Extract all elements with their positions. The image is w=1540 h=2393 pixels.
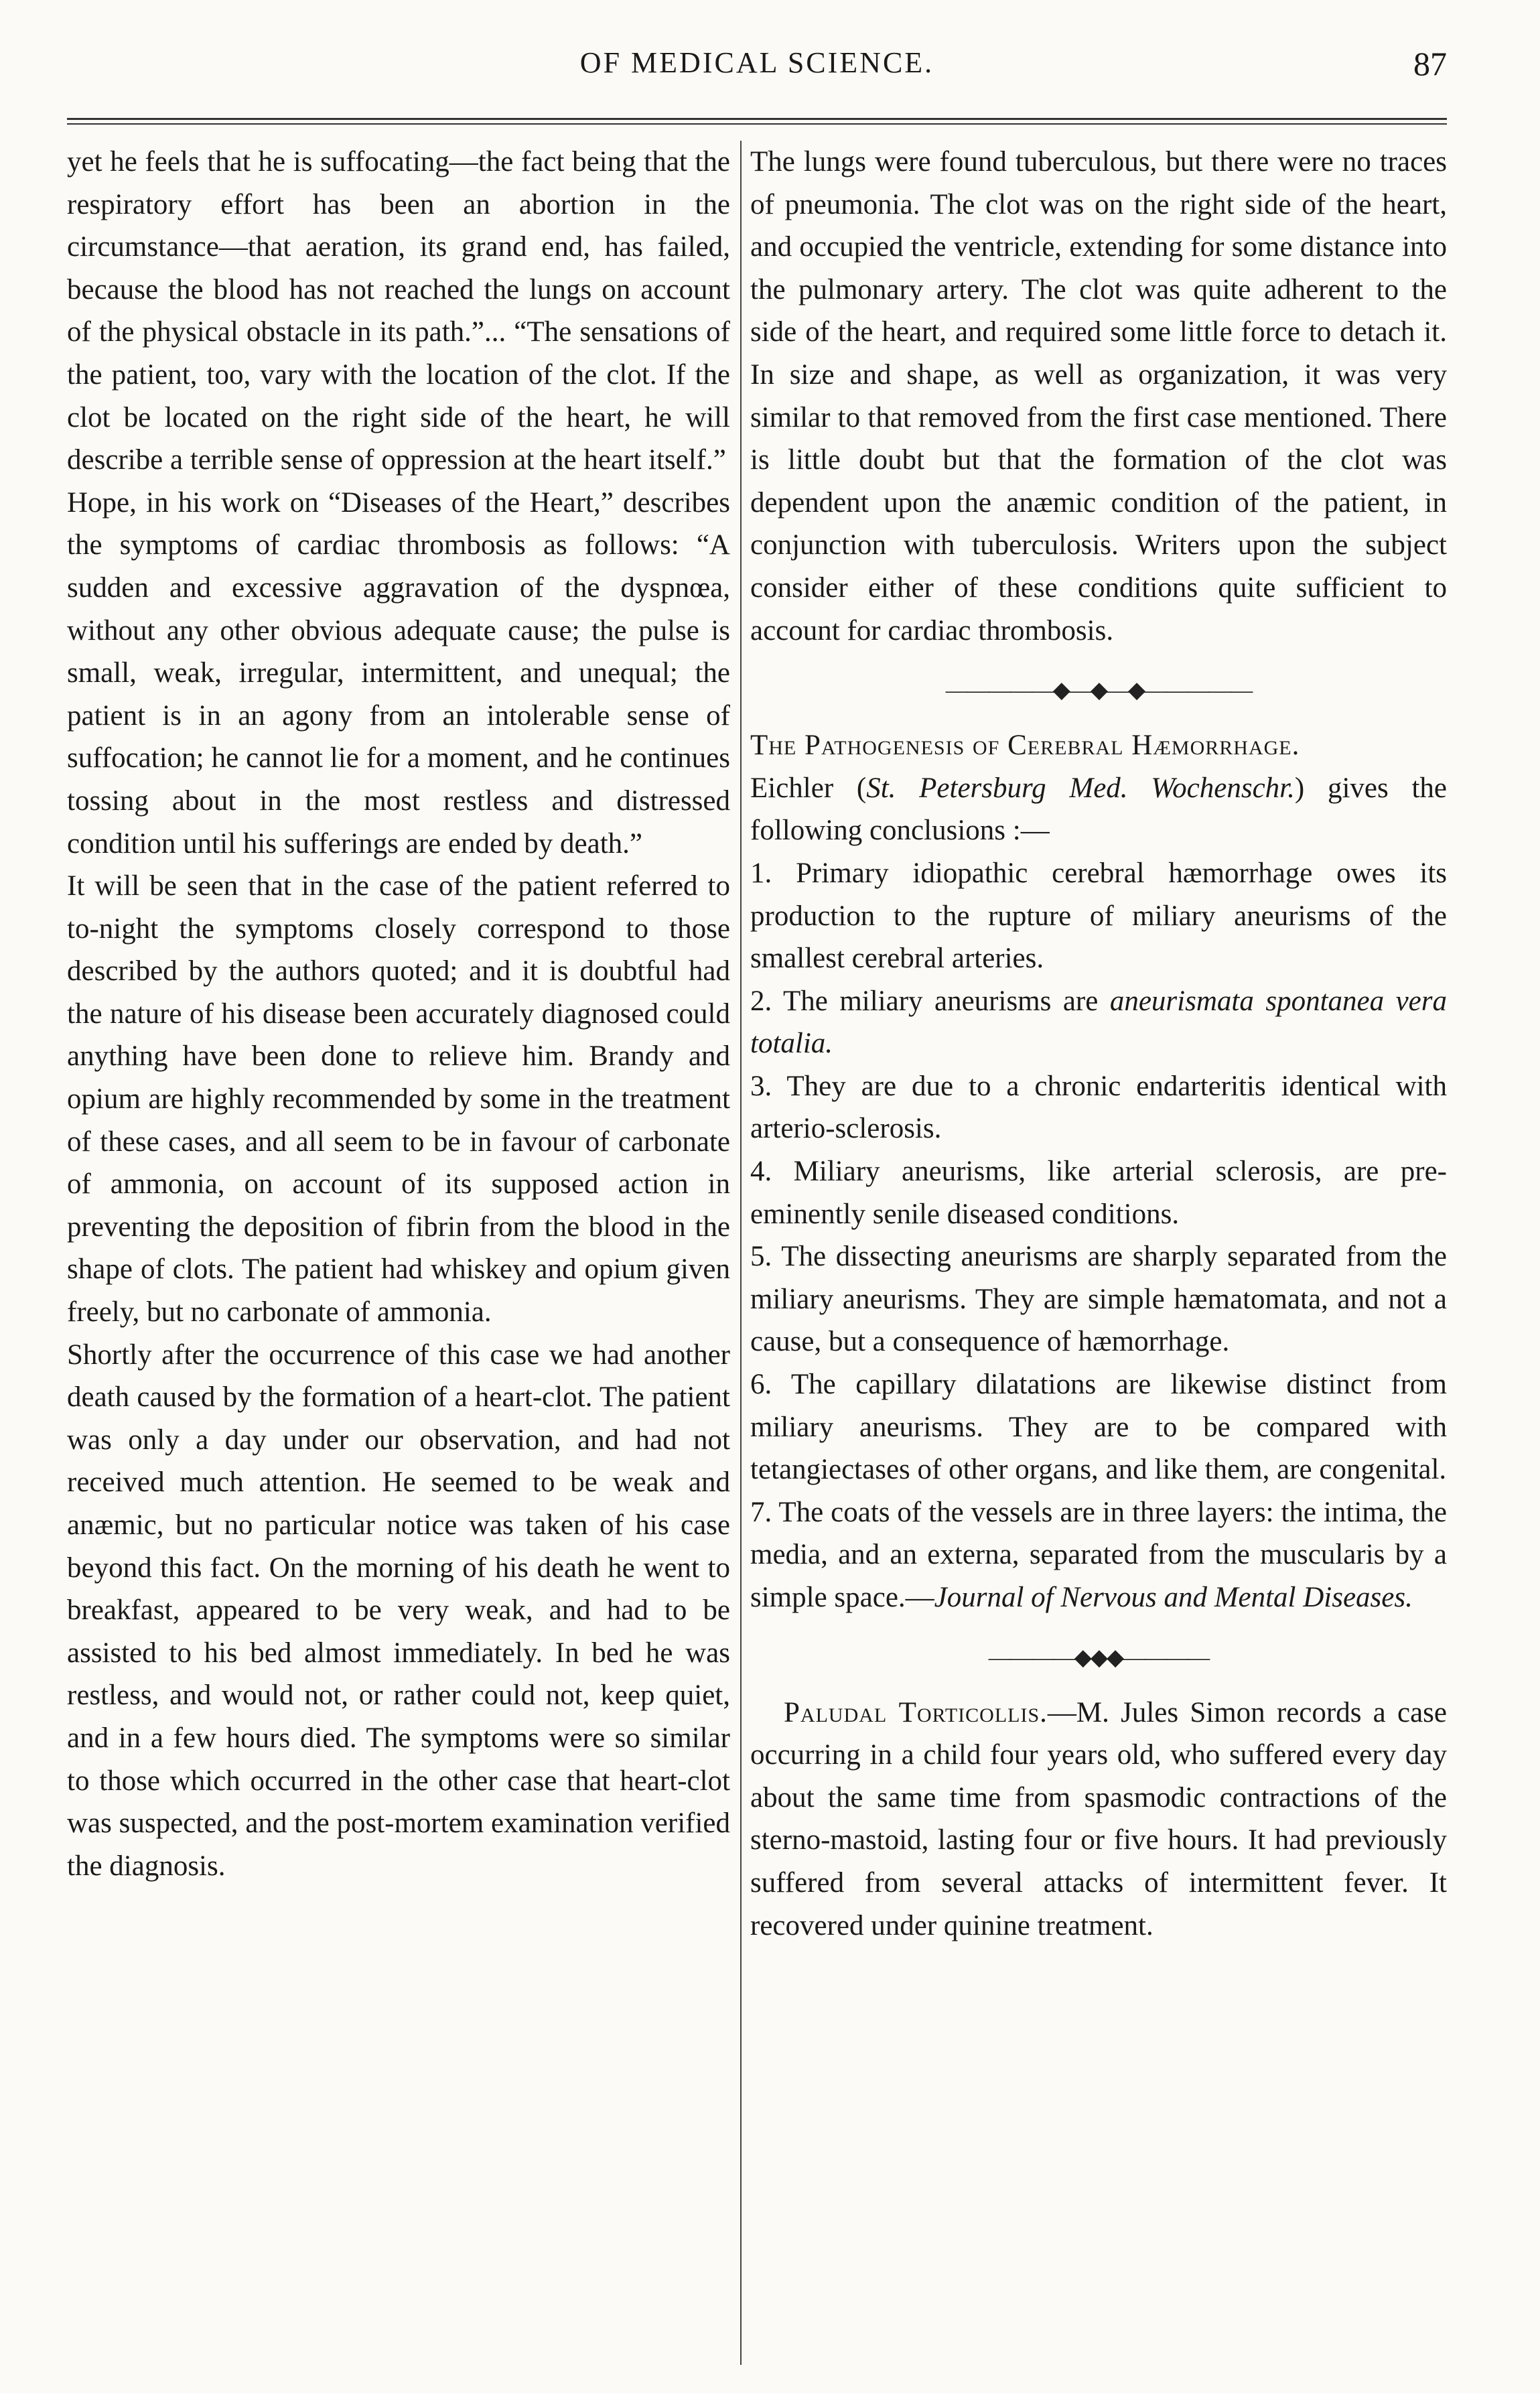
- conclusion-2-latin: aneurismata spontanea vera totalia.: [750, 985, 1448, 1060]
- torticollis-paragraph: [750, 1692, 1447, 1947]
- intro-text-a: Eichler (: [750, 772, 867, 804]
- conclusion-2: [750, 980, 1447, 1065]
- conclusion-7-source: Journal of Nervous and Mental Diseases.: [934, 1582, 1413, 1613]
- conclusion-2-text: 2. The miliary aneurisms are: [750, 985, 1110, 1017]
- running-head: OF MEDICAL SCIENCE.: [579, 46, 934, 79]
- conclusion-1: 1. Primary idiopathic cerebral hæmorrhage owes its production to the rupture of miliary aneurisms of the smallest cerebral arteries.: [750, 857, 1447, 975]
- conclusion-5: 5. The dissecting aneurisms are sharply separated from the miliary aneurisms. They are simple hæmatomata, and not a cause, but a consequence of hæmorrhage.: [750, 1241, 1447, 1358]
- column-divider: [740, 141, 742, 2365]
- left-paragraph-1: yet he feels that he is suffocating—the fact being that the respiratory effort has been an abortion in the circumstance—that aeration, its grand end, has failed, because the blood has not reached the lungs on account of the physical obstacle in its path.”... “The sensations of the patient, too, vary with the location of the clot. If the clot be located on the right side of the heart, he will describe a terrible sense of oppression at the heart itself.”: [67, 146, 730, 476]
- left-column: [67, 141, 730, 1887]
- conclusion-6: 6. The capillary dilatations are likewise distinct from miliary aneurisms. They are to be compared with tetangiectases of other organs, and like them, are congenital.: [750, 1369, 1447, 1486]
- section-intro: [750, 767, 1447, 852]
- intro-text-b: ) gives the following conclusions :—: [750, 772, 1447, 847]
- left-paragraph-3: It will be seen that in the case of the patient referred to to-night the symptoms closely correspond to those described by the authors quoted; and it is doubtful had the nature of his disease been accurately diagnosed could anything have been done to relieve him. Brandy and opium are highly recommended by some in the treatment of these cases, and all seem to be in favour of carbonate of ammonia, on account of its supposed action in preventing the deposition of fibrin from the blood in the shape of clots. The patient had whiskey and opium given freely, but no carbonate of ammonia.: [67, 870, 730, 1328]
- left-paragraph-4: Shortly after the occurrence of this case we had another death caused by the formation of a heart-clot. The patient was only a day under our observation, and had not received much attention. He seemed to be weak and anæmic, but no particular notice was taken of his case beyond this fact. On the morning of his death he went to breakfast, appeared to be very weak, and had to be assisted to his bed almost immediately. In bed he was restless, and would not, or rather could not, keep quiet, and in a few hours died. The symptoms were so similar to those which occurred in the other case that heart-clot was suspected, and the post-mortem examination verified the diagnosis.: [67, 1339, 730, 1882]
- conclusion-7: [750, 1491, 1447, 1619]
- torticollis-title: Paludal Torticollis.: [784, 1696, 1048, 1728]
- section-ornament-1: —————◆—◆—◆—————: [945, 678, 1252, 703]
- conclusion-7-text: 7. The coats of the vessels are in three layers: the intima, the media, and an externa, separated from the muscularis by a simple space.—: [750, 1496, 1447, 1613]
- right-column: [750, 141, 1447, 1947]
- section-ornament-2: ————◆◆◆————: [988, 1645, 1209, 1670]
- right-paragraph-1: The lungs were found tuberculous, but there were no traces of pneumonia. The clot was on the right side of the heart, and occupied the ventricle, extending for some distance into the pulmonary artery. The clot was quite adherent to the side of the heart, and required some little force to detach it. In size and shape, as well as organization, it was very similar to that removed from the first case mentioned. There is little doubt but that the formation of the clot was dependent upon the anæmic condition of the patient, in conjunction with tuberculosis. Writers upon the subject consider either of these conditions quite sufficient to account for cardiac thrombosis.: [750, 146, 1447, 646]
- torticollis-text: —M. Jules Simon records a case occurring in a child four years old, who suffered every day about the same time from spasmodic contractions of the sterno-mastoid, lasting four or five hours. It had previously suffered from several attacks of intermittent fever. It recovered under quinine treatment.: [750, 1696, 1447, 1941]
- section-title: The Pathogenesis of Cerebral Hæmorrhage.: [750, 730, 1300, 762]
- conclusion-3: 3. They are due to a chronic endarteritis identical with arterio-sclerosis.: [750, 1070, 1447, 1145]
- page-header: [67, 32, 1447, 99]
- header-rule: [67, 118, 1447, 125]
- conclusion-4: 4. Miliary aneurisms, like arterial sclerosis, are pre-eminently senile diseased conditions.: [750, 1156, 1447, 1230]
- left-paragraph-2: Hope, in his work on “Diseases of the Heart,” describes the symptoms of cardiac thrombosis as follows: “A sudden and excessive aggravation of the dyspnœa, without any other obvious adequate cause; the pulse is small, weak, irregular, intermittent, and unequal; the patient is in an agony from an intolerable sense of suffocation; he cannot lie for a moment, and he continues tossing about in the most restless and distressed condition until his sufferings are ended by death.”: [67, 486, 730, 860]
- page-number: 87: [1413, 45, 1447, 82]
- intro-source: St. Petersburg Med. Wochenschr.: [866, 772, 1295, 804]
